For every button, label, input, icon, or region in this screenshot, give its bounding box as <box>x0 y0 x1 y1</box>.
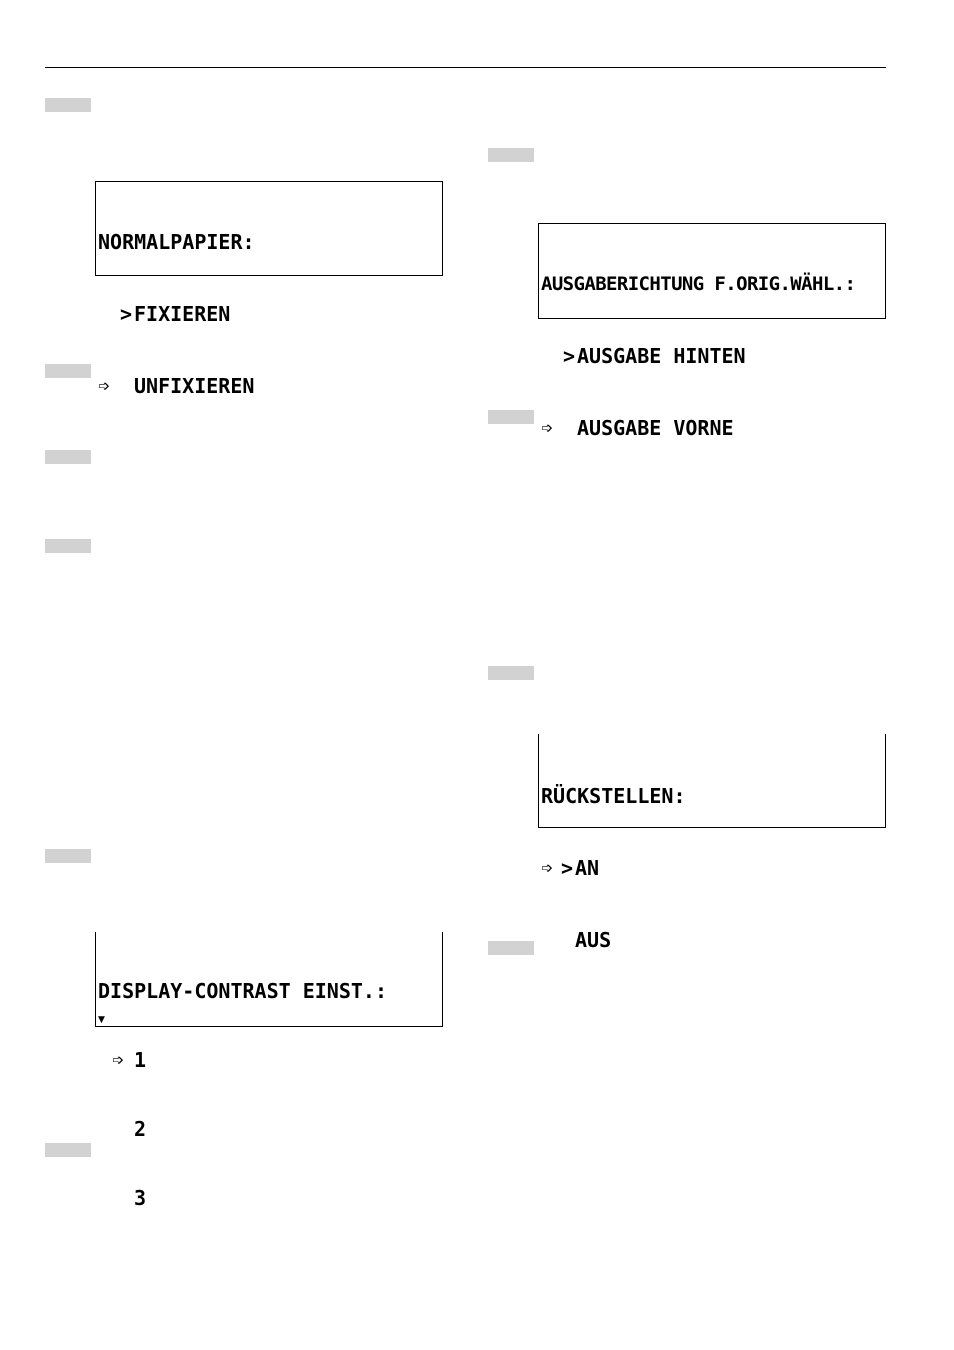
lcd-reset <box>538 734 886 952</box>
header-rule <box>45 67 886 68</box>
option-label: 2 <box>134 1117 147 1141</box>
cursor-indicator: > <box>563 344 576 368</box>
menu-option-contrast-1[interactable] <box>98 1049 440 1072</box>
option-label: FIXIEREN <box>134 302 231 326</box>
lcd-title: NORMALPAPIER: <box>98 230 255 254</box>
option-label: AUS <box>575 928 612 952</box>
option-label: 1 <box>134 1048 147 1072</box>
step-marker <box>45 450 91 464</box>
menu-option-fixieren[interactable] <box>98 302 440 326</box>
arrow-right-icon: ➩ <box>112 1048 125 1072</box>
step-marker <box>45 1143 91 1157</box>
lcd-output-direction <box>538 223 886 440</box>
step-marker <box>45 849 91 863</box>
option-label: AUSGABE VORNE <box>577 416 734 440</box>
step-marker <box>45 98 91 112</box>
step-marker <box>45 364 91 378</box>
step-marker <box>488 410 534 424</box>
arrow-right-icon: ➩ <box>541 856 554 880</box>
option-label: AN <box>575 856 600 880</box>
menu-option-contrast-2[interactable] <box>98 1118 440 1141</box>
cursor-indicator: > <box>120 302 133 326</box>
lcd-display-contrast <box>95 932 443 1210</box>
lcd-title: RÜCKSTELLEN: <box>541 784 686 808</box>
menu-option-unfixieren[interactable] <box>98 374 440 398</box>
menu-option-an[interactable] <box>541 856 883 880</box>
option-label: AUSGABE HINTEN <box>577 344 746 368</box>
option-label: UNFIXIEREN <box>134 374 255 398</box>
step-marker <box>488 148 534 162</box>
step-marker <box>488 666 534 680</box>
menu-option-contrast-3[interactable] <box>98 1187 440 1210</box>
step-marker <box>45 539 91 553</box>
step-marker <box>488 941 534 955</box>
scroll-down-icon[interactable]: ▼ <box>98 1015 105 1025</box>
menu-option-ausgabe-hinten[interactable] <box>541 344 883 368</box>
lcd-paper-fixing <box>95 181 443 398</box>
lcd-title: AUSGABERICHTUNG F.ORIG.WÄHL.: <box>541 273 856 295</box>
lcd-title: DISPLAY-CONTRAST EINST.: <box>98 979 387 1003</box>
menu-option-aus[interactable] <box>541 928 883 952</box>
arrow-right-icon: ➩ <box>541 416 554 440</box>
option-label: 3 <box>134 1186 147 1210</box>
cursor-indicator: > <box>561 856 574 880</box>
arrow-right-icon: ➩ <box>98 374 111 398</box>
menu-option-ausgabe-vorne[interactable] <box>541 416 883 440</box>
